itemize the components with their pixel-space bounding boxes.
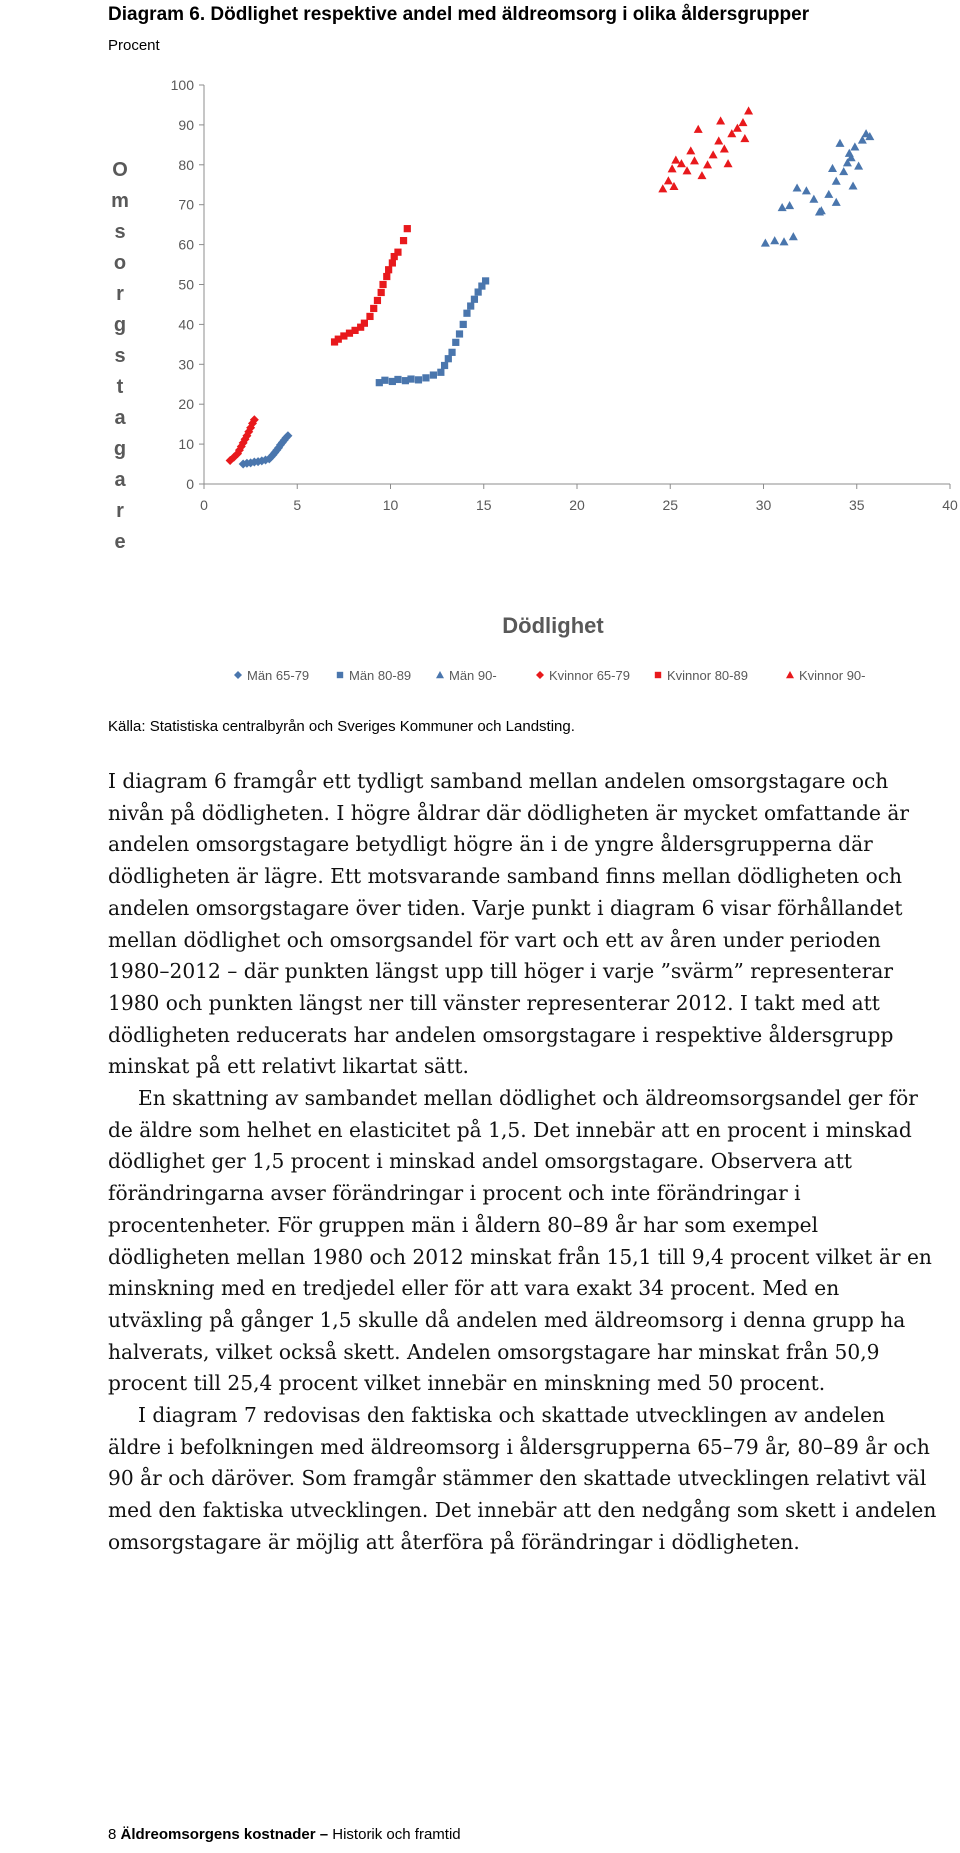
data-point [828, 164, 837, 172]
legend-label: Män 65-79 [247, 668, 310, 683]
page-number: 8 [108, 1826, 117, 1843]
x-tick-label: 10 [382, 497, 399, 513]
data-point [709, 150, 718, 158]
y-tick-label: 0 [186, 476, 194, 492]
y-label-letter: r [116, 500, 124, 522]
data-point [832, 198, 841, 206]
figure-source: Källa: Statistiska centralbyrån och Sveriges Kommuner och Landsting. [108, 718, 575, 735]
y-label-letter: g [113, 438, 127, 460]
data-point [404, 225, 411, 232]
y-tick-label: 50 [178, 276, 194, 293]
data-point [690, 156, 699, 164]
y-tick-label: 40 [178, 316, 194, 333]
scatter-chart [108, 66, 958, 706]
legend-marker [655, 672, 661, 678]
data-point [407, 375, 414, 382]
series-kvinnor-90- [658, 106, 753, 192]
data-point [703, 160, 712, 168]
data-point [379, 281, 386, 288]
footer-title: Äldreomsorgens kostnader [120, 1826, 316, 1843]
legend-item [536, 668, 630, 683]
data-point [445, 355, 452, 362]
paragraph-1: I diagram 6 framgår ett tydligt samband mellan andelen omsorgstagare och nivån på dödligheten. I högre åldrar där dödligheten är mycket omfattande är andelen omsorgstagare betydligt högre än i de yngre åldersgrupperna där dödligheten är lägre. Ett motsvarande samband finns mellan dödligheten och andelen omsorgstagare över tiden. Varje punkt i diagram 6 visar förhållandet mellan dödlighet och omsorgsandel för vart och ett av åren under perioden 1980–2012 – där punkten längst upp till höger i varje ”svärm” representerar 1980 och punkten längst ner till vänster representerar 2012. I takt med att dödligheten reducerats har andelen omsorgstagare i respektive åldersgrupp minskat på ett relativt likartat sätt. [108, 769, 910, 1079]
data-point [383, 273, 390, 280]
x-tick-label: 0 [200, 497, 208, 513]
data-point [385, 266, 392, 273]
data-point [683, 166, 692, 174]
data-point [452, 339, 459, 346]
data-point [400, 237, 407, 244]
body-text [108, 766, 938, 1559]
x-tick-label: 40 [942, 497, 958, 513]
data-point [668, 164, 677, 172]
footer-dash: – [319, 1826, 329, 1843]
chart-legend [234, 668, 865, 683]
y-label-letter: s [114, 221, 126, 243]
data-point [697, 171, 706, 179]
series-m-n-90- [761, 129, 874, 246]
data-point [430, 371, 437, 378]
y-tick-label: 10 [178, 436, 194, 453]
y-label-letter: o [113, 252, 127, 274]
data-point [422, 374, 429, 381]
data-point [720, 144, 729, 152]
data-point [460, 321, 467, 328]
data-point [716, 116, 725, 124]
data-point [471, 296, 478, 303]
y-tick-label: 60 [178, 236, 194, 253]
data-point [374, 297, 381, 304]
legend-marker [786, 671, 794, 678]
data-point [740, 134, 749, 142]
series-m-n-80-89 [376, 277, 490, 386]
data-point [370, 305, 377, 312]
legend-label: Män 80-89 [349, 668, 412, 683]
data-point [744, 106, 753, 114]
legend-item [337, 668, 411, 683]
figure-title: Diagram 6. Dödlighet respektive andel med äldreomsorg i olika åldersgrupper [108, 4, 810, 25]
legend-label: Kvinnor 90- [799, 668, 866, 683]
data-point [839, 167, 848, 175]
x-tick-label: 30 [755, 497, 772, 513]
data-point [686, 146, 695, 154]
data-point [778, 203, 787, 211]
legend-item [655, 668, 748, 683]
data-point [366, 313, 373, 320]
data-point [714, 136, 723, 144]
data-point [802, 186, 811, 194]
data-point [456, 330, 463, 337]
legend-item [436, 668, 497, 683]
x-tick-label: 20 [569, 497, 585, 513]
data-point [381, 377, 388, 384]
data-point [415, 376, 422, 383]
legend-marker [234, 671, 242, 679]
y-tick-label: 90 [178, 116, 194, 133]
data-point [437, 369, 444, 376]
legend-marker [536, 671, 544, 679]
paragraph-3: I diagram 7 redovisas den faktiska och skattade utvecklingen av andelen äldre i befolkningen med äldreomsorg i åldersgrupperna 65–79 år, 80–89 år och 90 år och däröver. Som framgår stämmer den skattade utvecklingen relativt väl med den faktiska utvecklingen. Det innebär att den nedgång som skett i andelen omsorgstagare är möjlig att återföra på förändringar i dödligheten. [108, 1403, 937, 1554]
y-tick-label: 30 [178, 356, 194, 373]
data-point [761, 239, 770, 247]
data-point [394, 249, 401, 256]
figure-subtitle: Procent [108, 37, 160, 54]
data-point [467, 302, 474, 309]
y-label-letter: s [114, 345, 126, 367]
legend-label: Kvinnor 65-79 [549, 668, 630, 683]
legend-label: Kvinnor 80-89 [667, 668, 748, 683]
x-axis-label: Dödlighet [502, 613, 604, 638]
y-axis-label [111, 159, 129, 553]
data-point [770, 236, 779, 244]
data-point [738, 118, 747, 126]
data-point [849, 181, 858, 189]
legend-marker [337, 672, 343, 678]
data-point [835, 139, 844, 147]
y-label-letter: e [114, 531, 126, 553]
legend-label: Män 90- [449, 668, 497, 683]
y-tick-label: 70 [178, 196, 194, 213]
data-point [854, 161, 863, 169]
data-point [793, 183, 802, 191]
y-tick-label: 100 [170, 77, 194, 93]
data-point [658, 184, 667, 192]
data-point [463, 310, 470, 317]
y-tick-label: 80 [178, 156, 194, 173]
y-label-letter: g [113, 314, 127, 336]
data-point [441, 362, 448, 369]
series-kvinnor-80-89 [331, 225, 411, 346]
data-point [389, 259, 396, 266]
page-footer [108, 1826, 461, 1843]
data-point [482, 277, 489, 284]
data-point [361, 320, 368, 327]
x-tick-label: 35 [848, 497, 865, 513]
data-point [394, 376, 401, 383]
series-kvinnor-65-79 [226, 415, 259, 465]
data-point [809, 195, 818, 203]
legend-item [786, 668, 865, 683]
y-label-letter: m [111, 190, 129, 212]
data-point [824, 190, 833, 198]
data-point [789, 232, 798, 240]
data-point [378, 289, 385, 296]
data-point [780, 237, 789, 245]
y-label-letter: r [116, 283, 124, 305]
data-point [785, 201, 794, 209]
data-point [664, 176, 673, 184]
y-tick-label: 20 [178, 396, 194, 413]
data-point [448, 349, 455, 356]
data-point [694, 125, 703, 133]
x-tick-label: 15 [475, 497, 492, 513]
y-label-letter: a [114, 469, 126, 491]
data-point [832, 177, 841, 185]
x-tick-label: 5 [293, 497, 302, 513]
x-tick-label: 25 [662, 497, 679, 513]
data-point [671, 156, 680, 164]
y-label-letter: a [114, 407, 126, 429]
legend-item [234, 668, 309, 683]
y-label-letter: O [112, 159, 128, 181]
y-label-letter: t [116, 376, 124, 398]
legend-marker [436, 671, 444, 678]
paragraph-2: En skattning av sambandet mellan dödlighet och äldreomsorgsandel ger för de äldre som helhet en elasticitet på 1,5. Det innebär att en procent i minskad dödlighet ger 1,5 procent i minskad andel omsorgstagare. Observera att förändringarna avser förändringar i procent och inte förändringar i procentenheter. För gruppen män i åldern 80–89 år har som exempel dödligheten mellan 1980 och 2012 minskat från 15,1 till 9,4 procent vilket är en minskning med en tredjedel eller för att vara exakt 34 procent. Med en utväxling på gånger 1,5 skulle då andelen med äldreomsorg i denna grupp ha halverats, vilket också skett. Andelen omsorgstagare har minskat från 50,9 procent till 25,4 procent vilket innebär en minskning med 50 procent. [108, 1086, 932, 1396]
footer-subtitle: Historik och framtid [332, 1826, 461, 1843]
data-point [724, 159, 733, 167]
